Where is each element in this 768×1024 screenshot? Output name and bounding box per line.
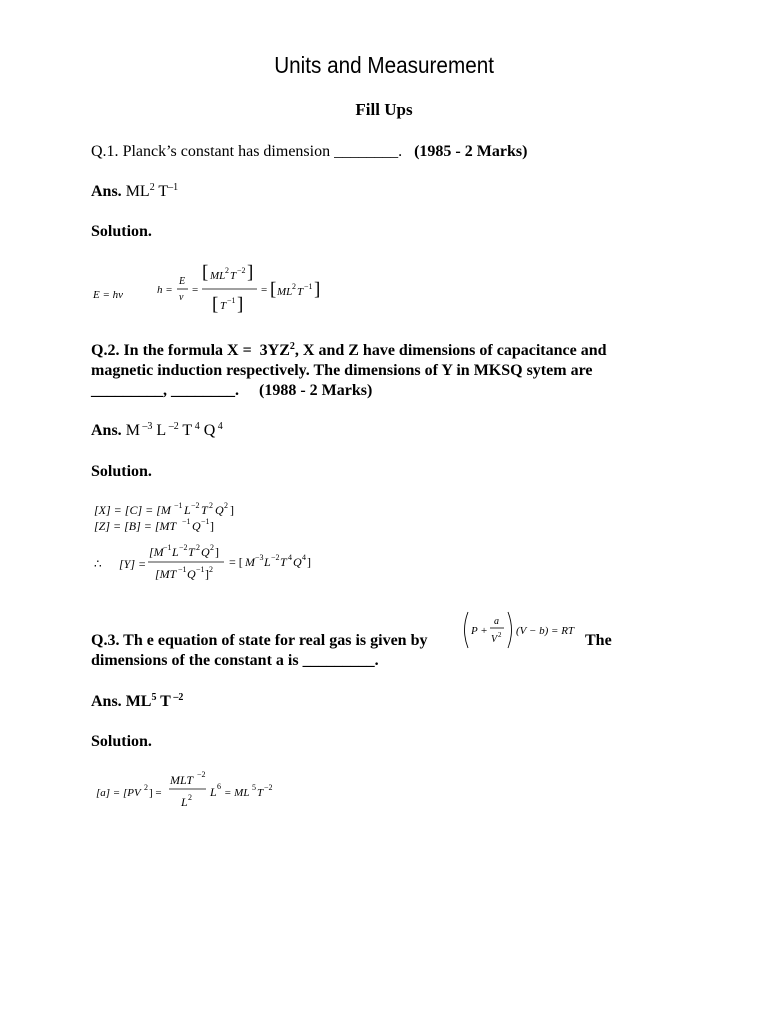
- equation-y-dimension: [92, 498, 332, 590]
- svg-text:2: 2: [498, 631, 502, 639]
- svg-text:2: 2: [225, 266, 229, 275]
- svg-text:−2: −2: [197, 770, 206, 779]
- svg-text:]: ]: [230, 503, 234, 517]
- svg-text:T: T: [188, 545, 195, 559]
- question-1: Q.1. Planck’s constant has dimension ________. (1985 - 2 Marks): [91, 143, 528, 160]
- svg-text:5: 5: [252, 783, 256, 792]
- svg-text:]: ]: [205, 567, 209, 581]
- svg-text:h =: h =: [157, 284, 173, 296]
- svg-text:ML: ML: [210, 270, 226, 282]
- answer-1: Ans. $ML^2$ $T^{-1}$: [91, 182, 179, 200]
- svg-text:]: ]: [314, 279, 321, 300]
- svg-text:Q: Q: [187, 567, 196, 581]
- svg-text:L: L: [264, 555, 271, 569]
- page-title: Units and Measurement: [274, 52, 494, 78]
- svg-text:P +: P +: [471, 625, 488, 637]
- svg-text:−2: −2: [237, 266, 246, 275]
- svg-text:=: =: [261, 284, 268, 296]
- svg-text:2: 2: [210, 543, 214, 552]
- answer-3: Ans. $ML^5$ T $^{-2}$: [91, 692, 184, 710]
- svg-text:= [: = [: [229, 555, 243, 569]
- svg-text:6: 6: [217, 782, 221, 791]
- svg-text:−1: −1: [201, 517, 210, 526]
- svg-text:= ML: = ML: [224, 787, 250, 799]
- question-2-line-2: magnetic induction respectively. The dimensions of Y in MKSQ sytem are: [91, 362, 593, 379]
- svg-text:∴: ∴: [94, 557, 102, 571]
- question-2-line-1: Q.2. In the formula $X = 3YZ^2$, X and Z have dimensions of capacitance and: [91, 341, 607, 359]
- svg-text:−1: −1: [182, 517, 191, 526]
- svg-text:=: =: [192, 284, 199, 296]
- svg-text:[: [: [212, 294, 219, 315]
- svg-text:4: 4: [302, 553, 306, 562]
- svg-text:T: T: [297, 286, 304, 298]
- question-3-line-2: dimensions of the constant a is _________.: [91, 652, 379, 669]
- svg-text:(V − b) = RT: (V − b) = RT: [516, 625, 575, 637]
- svg-text:4: 4: [288, 553, 292, 562]
- svg-text:M: M: [245, 555, 255, 569]
- svg-text:−1: −1: [178, 565, 187, 574]
- svg-text:[Z] = [B] = [MT: [Z] = [B] = [MT: [94, 519, 177, 533]
- svg-text:2: 2: [196, 543, 200, 552]
- svg-text:−1: −1: [304, 282, 313, 291]
- svg-text:−3: −3: [255, 553, 264, 562]
- svg-text:[Y] =: [Y] =: [119, 557, 147, 571]
- svg-text:2: 2: [188, 793, 192, 802]
- svg-text:ML: ML: [277, 286, 293, 298]
- svg-text:[X] = [C] = [M: [X] = [C] = [M: [94, 503, 171, 517]
- solution-label-1: Solution.: [91, 223, 152, 240]
- svg-text:T: T: [201, 503, 208, 517]
- svg-text:L: L: [181, 795, 188, 809]
- svg-text:E: E: [179, 276, 186, 287]
- section-heading: Fill Ups: [355, 100, 413, 119]
- svg-text:MLT: MLT: [170, 773, 194, 787]
- svg-text:2: 2: [144, 783, 148, 792]
- svg-text:2: 2: [292, 282, 296, 291]
- svg-text:−2: −2: [264, 783, 273, 792]
- equation-planck-dimension: [155, 262, 335, 318]
- svg-text:−2: −2: [271, 553, 280, 562]
- equation-state-real-gas: [460, 608, 584, 652]
- svg-text:] =: ] =: [149, 787, 162, 799]
- equation-e-hv: E = hν: [93, 289, 124, 301]
- svg-text:−2: −2: [179, 543, 188, 552]
- svg-text:Q: Q: [201, 545, 210, 559]
- svg-text:[a] = [PV: [a] = [PV: [96, 787, 141, 799]
- svg-text:L: L: [184, 503, 191, 517]
- equation-a-dimension: [94, 766, 294, 812]
- svg-text:Q: Q: [293, 555, 302, 569]
- svg-text:2: 2: [209, 501, 213, 510]
- svg-text:−1: −1: [163, 543, 172, 552]
- svg-text:[MT: [MT: [155, 567, 177, 581]
- svg-text:−1: −1: [227, 296, 236, 305]
- svg-text:T: T: [257, 787, 264, 799]
- question-3-line-1: Q.3. Th e equation of state for real gas is given by: [91, 632, 428, 649]
- svg-text:]: ]: [215, 545, 219, 559]
- svg-text:Q: Q: [215, 503, 224, 517]
- svg-text:−1: −1: [174, 501, 183, 510]
- svg-text:V: V: [491, 634, 498, 645]
- svg-text:ν: ν: [179, 292, 184, 303]
- svg-text:]: ]: [237, 294, 244, 315]
- svg-text:]: ]: [247, 262, 254, 283]
- svg-text:−2: −2: [191, 501, 200, 510]
- svg-text:2: 2: [224, 501, 228, 510]
- svg-text:L: L: [210, 785, 217, 799]
- svg-text:Q: Q: [192, 519, 201, 533]
- svg-text:[: [: [202, 262, 209, 283]
- svg-text:T: T: [230, 270, 237, 282]
- solution-label-2: Solution.: [91, 463, 152, 480]
- svg-text:a: a: [494, 616, 499, 627]
- svg-text:[M: [M: [149, 545, 164, 559]
- svg-text:T: T: [220, 300, 227, 312]
- solution-label-3: Solution.: [91, 733, 152, 750]
- svg-text:2: 2: [209, 565, 213, 574]
- svg-text:−1: −1: [196, 565, 205, 574]
- question-2-line-3: _________, ________. (1988 - 2 Marks): [91, 382, 373, 399]
- svg-text:L: L: [172, 545, 179, 559]
- svg-text:]: ]: [210, 519, 214, 533]
- answer-2: Ans. M $^{-3}$ L $^{-2}$ T $^4$ Q $^4$: [91, 421, 223, 439]
- svg-text:[: [: [270, 279, 277, 300]
- svg-text:T: T: [280, 555, 287, 569]
- svg-text:]: ]: [307, 555, 311, 569]
- question-3-line-1-end: The: [585, 632, 612, 649]
